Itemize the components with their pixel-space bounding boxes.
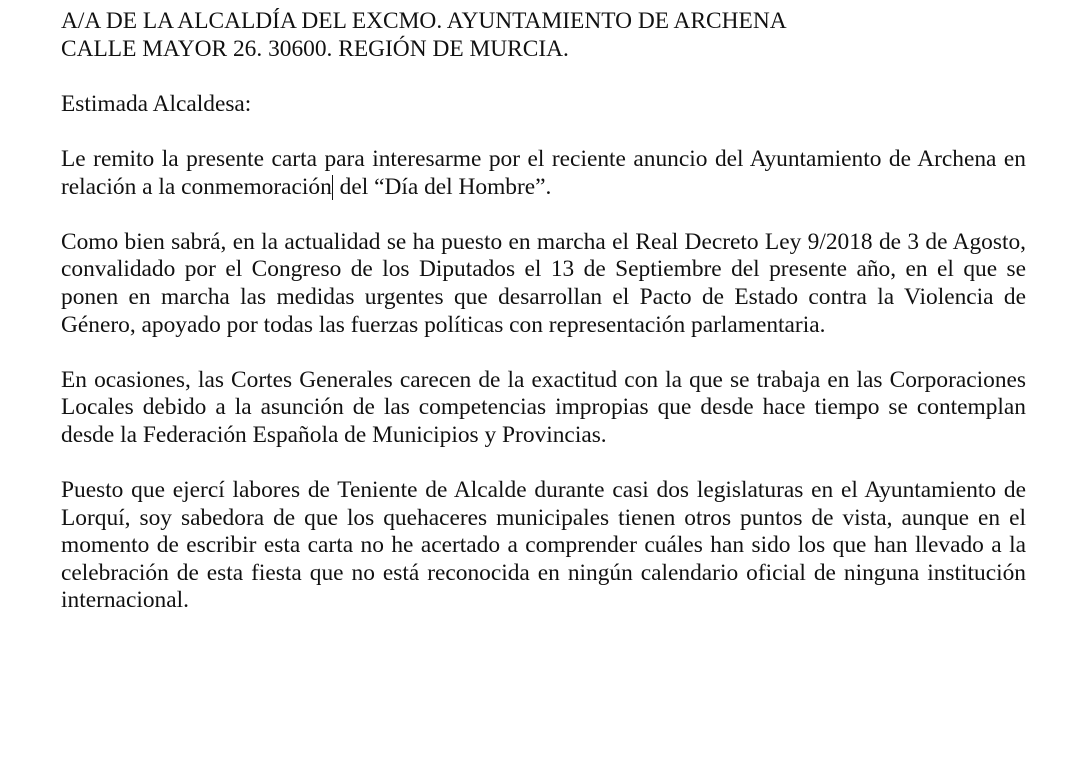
- address-line-recipient: A/A DE LA ALCALDÍA DEL EXCMO. AYUNTAMIENTO DE ARCHENA: [61, 8, 787, 34]
- paragraph-1-text-start: Le remito la presente carta para interesarme por el reciente anuncio del Ayuntamiento de Archena en relación a la conmemoración: [61, 145, 1026, 200]
- salutation: Estimada Alcaldesa:: [61, 90, 252, 117]
- paragraph-4[interactable]: Puesto que ejercí labores de Teniente de Alcalde durante casi dos legislaturas en el Ayuntamiento de Lorquí, soy sabedora de que los quehaceres municipales tienen otros puntos de vista, aunque en el momento de escribir esta carta no he acertado a comprender cuáles han sido los que han llevado a la celebración de esta fiesta que no está reconocida en ningún calendario oficial de ninguna institución internacional.: [61, 477, 1026, 614]
- address-line-street: CALLE MAYOR 26. 30600. REGIÓN DE MURCIA.: [61, 35, 569, 62]
- paragraph-1[interactable]: [61, 146, 1026, 201]
- paragraph-1-text-end: del “Día del Hombre”.: [333, 173, 552, 200]
- paragraph-3[interactable]: En ocasiones, las Cortes Generales carecen de la exactitud con la que se trabaja en las Corporaciones Locales debido a la asunción de las competencias impropias que desde hace tiempo se contemplan desde la Federación Española de Municipios y Provincias.: [61, 366, 1026, 448]
- letter-page: [61, 8, 1026, 615]
- paragraph-2[interactable]: Como bien sabrá, en la actualidad se ha puesto en marcha el Real Decreto Ley 9/2018 de 3 de Agosto, convalidado por el Congreso de los Diputados el 13 de Septiembre del presente año, en el que se ponen en marcha las medidas urgentes que desarrollan el Pacto de Estado contra la Violencia de Género, apoyado por todas las fuerzas políticas con representación parlamentaria.: [61, 228, 1026, 338]
- address-block: [61, 8, 1026, 63]
